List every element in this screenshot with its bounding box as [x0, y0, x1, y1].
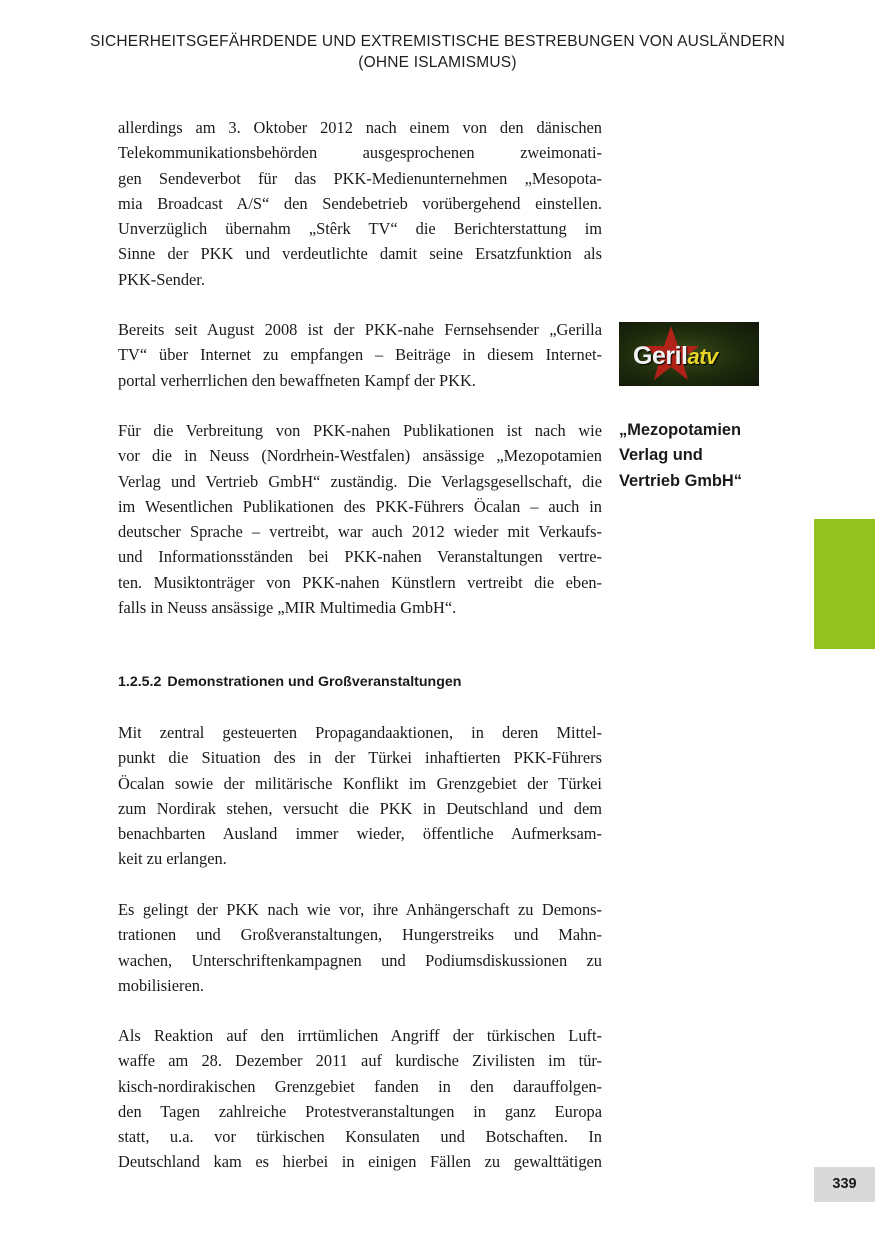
- text-line: waffe am 28. Dezember 2011 auf kurdische Zivilisten im tür-: [118, 1051, 602, 1071]
- text-line: Für die Verbreitung von PKK-nahen Publikationen ist nach wie: [118, 421, 602, 440]
- text-line: keit zu erlangen.: [118, 849, 227, 869]
- margin-note-line: „Mezopotamien: [619, 421, 742, 439]
- text-line: Verlag und Vertrieb GmbH“ zuständig. Die Verlagsgesellschaft, die: [118, 471, 602, 491]
- text-line: wachen, Unterschriftenkampagnen und Podiumsdiskussionen zu: [118, 950, 602, 970]
- text-line: falls in Neuss ansässige „MIR Multimedia GmbH“.: [118, 598, 457, 618]
- gerila-tv-logo: [619, 322, 759, 386]
- section-heading: [118, 672, 461, 692]
- margin-note-line: Vertrieb GmbH“: [619, 471, 742, 490]
- running-header-line-1: SICHERHEITSGEFÄHRDENDE UND EXTREMISTISCHE BESTREBUNGEN VON AUSLÄNDERN: [89, 33, 786, 50]
- text-line: Es gelingt der PKK nach wie vor, ihre Anhängerschaft zu Demons-: [118, 900, 602, 919]
- paragraph-4: [118, 720, 602, 872]
- text-line: und Informationsständen bei PKK-nahen Veranstaltungen vertre-: [118, 547, 602, 567]
- text-line: TV“ über Internet zu empfangen – Beiträge in diesem Internet-: [118, 345, 602, 365]
- section-title: Demonstrationen und Großveranstaltungen: [167, 674, 462, 690]
- text-line: Mit zentral gesteuerten Propagandaaktionen, in deren Mittel-: [118, 723, 602, 742]
- paragraph-6: [118, 1023, 602, 1175]
- text-line: allerdings am 3. Oktober 2012 nach einem von den dänischen: [118, 118, 602, 137]
- paragraph-5: [118, 897, 602, 998]
- paragraph-3: [118, 418, 602, 620]
- text-line: benachbarten Ausland immer wieder, öffentliche Aufmerksam-: [118, 824, 602, 844]
- running-header-line-2: (OHNE ISLAMISMUS): [358, 54, 517, 71]
- text-line: Telekommunikationsbehörden ausgesprochenen zweimonati-: [118, 143, 602, 163]
- chapter-tab: [814, 519, 875, 649]
- text-line: Öcalan sowie der militärische Konflikt im Grenzgebiet der Türkei: [118, 773, 602, 793]
- paragraph-2: [118, 317, 602, 393]
- paragraph-1: [118, 115, 602, 292]
- running-header: [0, 31, 875, 73]
- margin-note: [619, 418, 799, 494]
- text-line: mia Broadcast A/S“ den Sendebetrieb vorübergehend einstellen.: [118, 193, 602, 213]
- text-line: deutscher Sprache – vertreibt, war auch 2012 wieder mit Verkaufs-: [118, 522, 602, 542]
- margin-note-line: Verlag und: [619, 446, 703, 465]
- text-line: portal verherrlichen den bewaffneten Kampf der PKK.: [118, 370, 476, 390]
- logo-wordmark: [633, 342, 718, 371]
- text-line: PKK-Sender.: [118, 269, 205, 289]
- text-line: punkt die Situation des in der Türkei inhaftierten PKK-Führers: [118, 748, 602, 768]
- text-line: im Wesentlichen Publikationen des PKK-Führers Öcalan – auch in: [118, 496, 602, 516]
- text-line: zum Nordirak stehen, versucht die PKK in Deutschland und dem: [118, 798, 602, 818]
- text-line: Als Reaktion auf den irrtümlichen Angriff der türkischen Luft-: [118, 1026, 602, 1045]
- section-number: 1.2.5.2: [118, 674, 162, 690]
- logo-text-main: Geril: [633, 342, 688, 370]
- text-line: Bereits seit August 2008 ist der PKK-nahe Fernsehsender „Gerilla: [118, 320, 602, 339]
- text-line: trationen und Großveranstaltungen, Hungerstreiks und Mahn-: [118, 925, 602, 945]
- text-line: Deutschland kam es hierbei in einigen Fällen zu gewalttätigen: [118, 1152, 602, 1172]
- text-line: den Tagen zahlreiche Protestveranstaltungen in ganz Europa: [118, 1101, 602, 1121]
- text-line: kisch-nordirakischen Grenzgebiet fanden in den darauffolgen-: [118, 1076, 602, 1096]
- logo-text-tv: atv: [687, 344, 718, 369]
- text-line: vor die in Neuss (Nordrhein-Westfalen) ansässige „Mezopotamien: [118, 446, 602, 466]
- text-line: Unverzüglich übernahm „Stêrk TV“ die Berichterstattung im: [118, 219, 602, 239]
- text-line: ten. Musiktonträger von PKK-nahen Künstlern vertreibt die eben-: [118, 572, 602, 592]
- page-number: 339: [814, 1167, 875, 1202]
- text-line: gen Sendeverbot für das PKK-Medienunternehmen „Mesopota-: [118, 168, 602, 188]
- text-line: statt, u.a. vor türkischen Konsulaten und Botschaften. In: [118, 1127, 602, 1147]
- text-line: mobilisieren.: [118, 975, 205, 995]
- text-line: Sinne der PKK und verdeutlichte damit seine Ersatzfunktion als: [118, 244, 602, 264]
